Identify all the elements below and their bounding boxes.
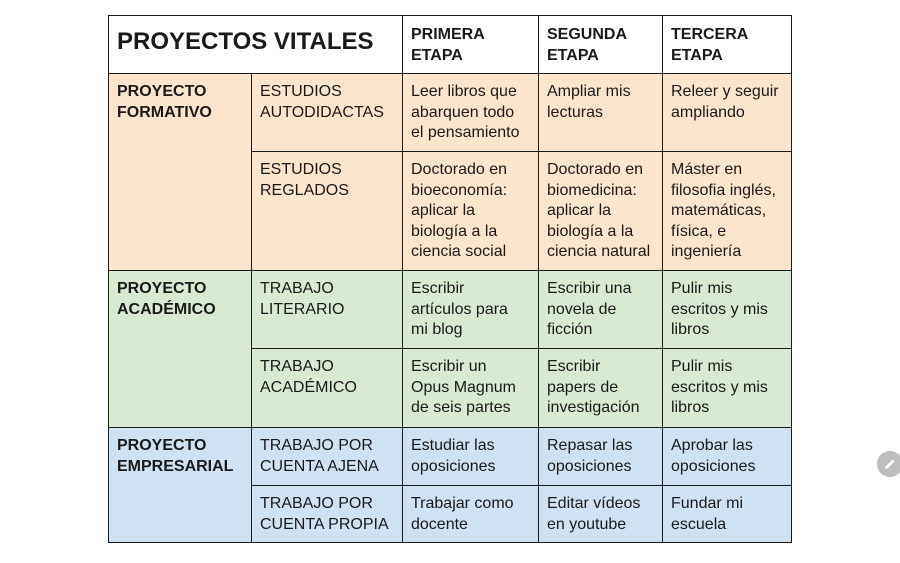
stage-cell: Máster en filosofia inglés, matemáticas, física, e ingeniería: [663, 152, 792, 271]
stage-cell: Pulir mis escritos y mis libros: [663, 271, 792, 349]
header-primera-etapa: PRIMERA ETAPA: [403, 16, 539, 74]
category-cell: TRABAJO POR CUENTA PROPIA: [252, 486, 403, 543]
category-cell: TRABAJO LITERARIO: [252, 271, 403, 349]
project-academico: PROYECTO ACADÉMICO: [109, 271, 252, 428]
category-cell: TRABAJO POR CUENTA AJENA: [252, 428, 403, 486]
stage-cell: Leer libros que abarquen todo el pensamiento: [403, 74, 539, 152]
stage-cell: Ampliar mis lecturas: [539, 74, 663, 152]
table-row: [109, 428, 792, 486]
stage-cell: Fundar mi escuela: [663, 486, 792, 543]
stage-cell: Escribir artículos para mi blog: [403, 271, 539, 349]
stage-cell: Pulir mis escritos y mis libros: [663, 349, 792, 428]
project-empresarial: PROYECTO EMPRESARIAL: [109, 428, 252, 543]
stage-cell: Releer y seguir ampliando: [663, 74, 792, 152]
edit-button[interactable]: [877, 451, 900, 477]
stage-cell: Aprobar las oposiciones: [663, 428, 792, 486]
category-cell: ESTUDIOS AUTODIDACTAS: [252, 74, 403, 152]
header-segunda-etapa: SEGUNDA ETAPA: [539, 16, 663, 74]
category-cell: ESTUDIOS REGLADOS: [252, 152, 403, 271]
category-cell: TRABAJO ACADÉMICO: [252, 349, 403, 428]
stage-cell: Doctorado en biomedicina: aplicar la biología a la ciencia natural: [539, 152, 663, 271]
stage-cell: Repasar las oposiciones: [539, 428, 663, 486]
stage-cell: Escribir papers de investigación: [539, 349, 663, 428]
header-row: [109, 16, 792, 74]
pencil-icon: [883, 457, 897, 471]
stage-cell: Estudiar las oposiciones: [403, 428, 539, 486]
header-tercera-etapa: TERCERA ETAPA: [663, 16, 792, 74]
stage-cell: Editar vídeos en youtube: [539, 486, 663, 543]
stage-cell: Escribir una novela de ficción: [539, 271, 663, 349]
stage-cell: Doctorado en bioeconomía: aplicar la biología a la ciencia social: [403, 152, 539, 271]
table-title: PROYECTOS VITALES: [109, 16, 403, 74]
stage-cell: Trabajar como docente: [403, 486, 539, 543]
table-row: [109, 74, 792, 152]
project-formativo: PROYECTO FORMATIVO: [109, 74, 252, 271]
proyectos-table: [108, 15, 792, 543]
stage-cell: Escribir un Opus Magnum de seis partes: [403, 349, 539, 428]
table-row: [109, 271, 792, 349]
